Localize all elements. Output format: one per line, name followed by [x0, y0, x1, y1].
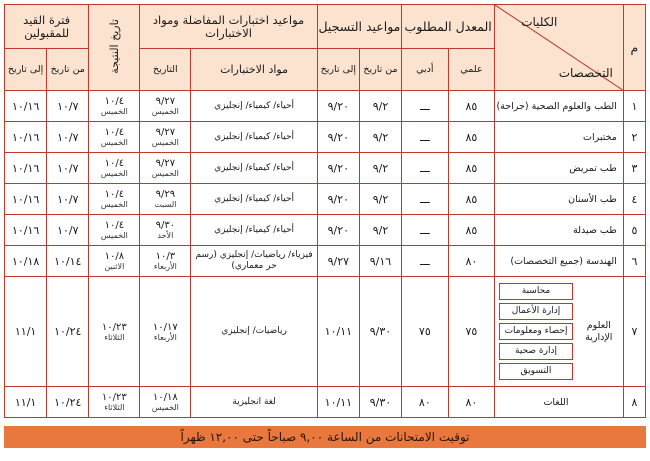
row-num: ٦ — [623, 246, 645, 277]
exam-day: الخميس — [151, 169, 179, 178]
gpa-sci: ٨٥ — [448, 153, 495, 184]
result-date-cell — [89, 277, 140, 387]
reg-from: ٩/٢ — [359, 215, 401, 246]
result-date: ١٠/٤ — [104, 189, 125, 200]
exam-day: الخميس — [151, 403, 179, 412]
enroll-to: ١٠/١٦ — [5, 215, 47, 246]
specialization-item: التسويق — [499, 363, 573, 380]
result-date: ١٠/٢٣ — [101, 321, 127, 333]
result-day: الخميس — [100, 138, 128, 147]
result-date: ١٠/٤ — [104, 127, 125, 138]
reg-from: ٩/٢ — [359, 91, 401, 122]
header-reg-to: إلى تاريخ — [317, 49, 359, 91]
admin-college-cell — [495, 277, 624, 387]
exam-subjects: فيزياء/ رياضيات/ إنجليزي (رسم حر معماري) — [191, 246, 317, 277]
header-gpa-sci: علمي — [448, 49, 495, 91]
header-colleges: الكليات — [521, 15, 558, 29]
college-name: طب تمريض — [495, 153, 624, 184]
exam-date: ١٠/٣ — [155, 251, 176, 262]
result-date: ١٠/٤ — [104, 158, 125, 169]
exam-subjects: أحياء/ كيمياء/ إنجليزي — [191, 215, 317, 246]
header-num: م — [623, 5, 645, 91]
reg-to: ١٠/١١ — [317, 277, 359, 387]
exam-date-cell — [140, 246, 191, 277]
table-row — [5, 122, 646, 153]
header-exam-subjects: مواد الاختبارات — [191, 49, 317, 91]
exam-date: ٩/٢٧ — [155, 158, 176, 169]
enroll-from: ١٠/٢٤ — [47, 277, 89, 387]
gpa-sci: ٨٠ — [448, 387, 495, 418]
row-num: ٧ — [623, 277, 645, 387]
enroll-from: ١٠/٧ — [47, 122, 89, 153]
exam-day: السبت — [154, 200, 177, 209]
result-date-cell — [89, 153, 140, 184]
exam-date: ١٠/١٨ — [152, 392, 178, 403]
result-date-cell — [89, 246, 140, 277]
result-day: الثلاثاء — [104, 332, 125, 342]
result-day: الخميس — [100, 107, 128, 116]
reg-to: ٩/٢٠ — [317, 91, 359, 122]
exam-date-cell — [140, 387, 191, 418]
result-date-cell — [89, 91, 140, 122]
gpa-lit: ٧٥ — [402, 277, 449, 387]
enroll-from: ١٠/٧ — [47, 184, 89, 215]
admission-schedule-table — [4, 4, 646, 418]
college-name: طب الأسنان — [495, 184, 624, 215]
enroll-from: ١٠/٢٤ — [47, 387, 89, 418]
result-date: ١٠/٤ — [104, 220, 125, 231]
enroll-from: ١٠/١٤ — [47, 246, 89, 277]
header-enrollment: فترة القيد للمقبولين — [5, 5, 89, 49]
exam-day: الأربعاء — [153, 332, 177, 342]
college-name: طب صيدلة — [495, 215, 624, 246]
enroll-to: ١٠/١٦ — [5, 91, 47, 122]
reg-to: ٩/٢٠ — [317, 215, 359, 246]
result-day: الخميس — [100, 169, 128, 178]
table-row-languages — [5, 387, 646, 418]
row-num: ١ — [623, 91, 645, 122]
reg-from: ٩/٢ — [359, 153, 401, 184]
specialization-item: إحصاء ومعلومات — [499, 323, 573, 340]
result-date-cell — [89, 387, 140, 418]
exam-subjects: أحياء/ كيمياء/ إنجليزي — [191, 122, 317, 153]
exam-day: الخميس — [151, 138, 179, 147]
gpa-sci: ٨٥ — [448, 215, 495, 246]
enroll-from: ١٠/٧ — [47, 91, 89, 122]
college-name: مختبرات — [495, 122, 624, 153]
exam-time-footer: توقيت الامتحانات من الساعة ٩,٠٠ صباحاً حتى ١٢,٠٠ ظهراً — [4, 426, 646, 448]
exam-subjects: أحياء/ كيمياء/ إنجليزي — [191, 184, 317, 215]
gpa-lit: ٨٠ — [402, 387, 449, 418]
header-enroll-from: من تاريخ — [47, 49, 89, 91]
reg-from: ٩/٣٠ — [359, 387, 401, 418]
header-exam-date: التاريخ — [140, 49, 191, 91]
header-specializations: التخصصات — [558, 66, 613, 80]
exam-day: الأحد — [157, 231, 174, 240]
exam-date-cell — [140, 184, 191, 215]
enroll-to: ١١/١ — [5, 277, 47, 387]
enroll-to: ١٠/١٨ — [5, 246, 47, 277]
result-day: الخميس — [100, 231, 128, 240]
enroll-from: ١٠/٧ — [47, 215, 89, 246]
exam-subjects: لغة انجليزية — [191, 387, 317, 418]
exam-date-cell — [140, 91, 191, 122]
reg-from: ٩/٣٠ — [359, 277, 401, 387]
college-name: اللغات — [495, 387, 624, 418]
result-date-cell — [89, 122, 140, 153]
gpa-sci: ٨٥ — [448, 91, 495, 122]
exam-date-cell — [140, 153, 191, 184]
reg-to: ١٠/١١ — [317, 387, 359, 418]
result-date: ١٠/٢٣ — [101, 392, 127, 403]
exam-subjects: أحياء/ كيمياء/ إنجليزي — [191, 91, 317, 122]
result-day: الثلاثاء — [104, 403, 125, 412]
reg-to: ٩/٢٠ — [317, 184, 359, 215]
table-row — [5, 246, 646, 277]
result-date: ١٠/٤ — [104, 96, 125, 107]
table-row-admin — [5, 277, 646, 387]
reg-from: ٩/٢ — [359, 184, 401, 215]
gpa-sci: ٨٠ — [448, 246, 495, 277]
gpa-sci: ٨٥ — [448, 122, 495, 153]
exam-date: ٩/٢٧ — [155, 127, 176, 138]
gpa-lit: ـــ — [402, 122, 449, 153]
table-row — [5, 153, 646, 184]
enroll-from: ١٠/٧ — [47, 153, 89, 184]
exam-subjects: رياضيات/ إنجليزي — [191, 277, 317, 387]
row-num: ٢ — [623, 122, 645, 153]
header-reg-from: من تاريخ — [359, 49, 401, 91]
row-num: ٣ — [623, 153, 645, 184]
reg-from: ٩/٢ — [359, 122, 401, 153]
header-colleges-specializations — [495, 5, 624, 91]
result-date-cell — [89, 184, 140, 215]
exam-date: ٩/٢٧ — [155, 96, 176, 107]
exam-date-cell — [140, 215, 191, 246]
row-num: ٨ — [623, 387, 645, 418]
table-row — [5, 91, 646, 122]
gpa-lit: ـــ — [402, 246, 449, 277]
admin-college-name: العلوم الإدارية — [585, 319, 613, 343]
college-name: الهندسة (جميع التخصصات) — [495, 246, 624, 277]
gpa-lit: ـــ — [402, 184, 449, 215]
reg-to: ٩/٢٠ — [317, 122, 359, 153]
result-day: الاثنين — [104, 262, 125, 271]
exam-subjects: أحياء/ كيمياء/ إنجليزي — [191, 153, 317, 184]
table-row — [5, 184, 646, 215]
exam-date-cell — [140, 277, 191, 387]
reg-from: ٩/١٦ — [359, 246, 401, 277]
enroll-to: ١١/١ — [5, 387, 47, 418]
header-gpa: المعدل المطلوب — [402, 5, 495, 49]
table-row — [5, 215, 646, 246]
enroll-to: ١٠/١٦ — [5, 122, 47, 153]
admin-specializations — [495, 279, 575, 384]
reg-to: ٩/٢٠ — [317, 153, 359, 184]
specialization-item: محاسبة — [499, 283, 573, 300]
result-day: الخميس — [100, 200, 128, 209]
exam-date: ٩/٣٠ — [155, 220, 176, 231]
reg-to: ٩/٢٧ — [317, 246, 359, 277]
header-result-date — [89, 5, 140, 91]
gpa-lit: ـــ — [402, 153, 449, 184]
gpa-lit: ـــ — [402, 91, 449, 122]
exam-day: الخميس — [151, 107, 179, 116]
row-num: ٤ — [623, 184, 645, 215]
college-name: الطب والعلوم الصحية (جراحة) — [495, 91, 624, 122]
result-date: ١٠/٨ — [104, 251, 125, 262]
gpa-sci: ٨٥ — [448, 184, 495, 215]
gpa-sci: ٧٥ — [448, 277, 495, 387]
enroll-to: ١٠/١٦ — [5, 153, 47, 184]
result-date-cell — [89, 215, 140, 246]
gpa-lit: ـــ — [402, 215, 449, 246]
exam-date: ٩/٢٩ — [155, 189, 176, 200]
specialization-item: إدارة صحية — [499, 343, 573, 360]
row-num: ٥ — [623, 215, 645, 246]
exam-day: الأربعاء — [153, 262, 177, 271]
header-enroll-to: إلى تاريخ — [5, 49, 47, 91]
header-exams: مواعيد اختبارات المفاضلة ومواد الاختبارات — [140, 5, 317, 49]
header-registration: مواعيد التسجيل — [317, 5, 401, 49]
exam-date-cell — [140, 122, 191, 153]
specialization-item: إدارة الأعمال — [499, 303, 573, 320]
exam-date: ١٠/١٧ — [152, 321, 178, 333]
enroll-to: ١٠/١٦ — [5, 184, 47, 215]
header-gpa-lit: أدبي — [402, 49, 449, 91]
header-result-date-label: تاريخ النتيجة — [107, 18, 121, 74]
